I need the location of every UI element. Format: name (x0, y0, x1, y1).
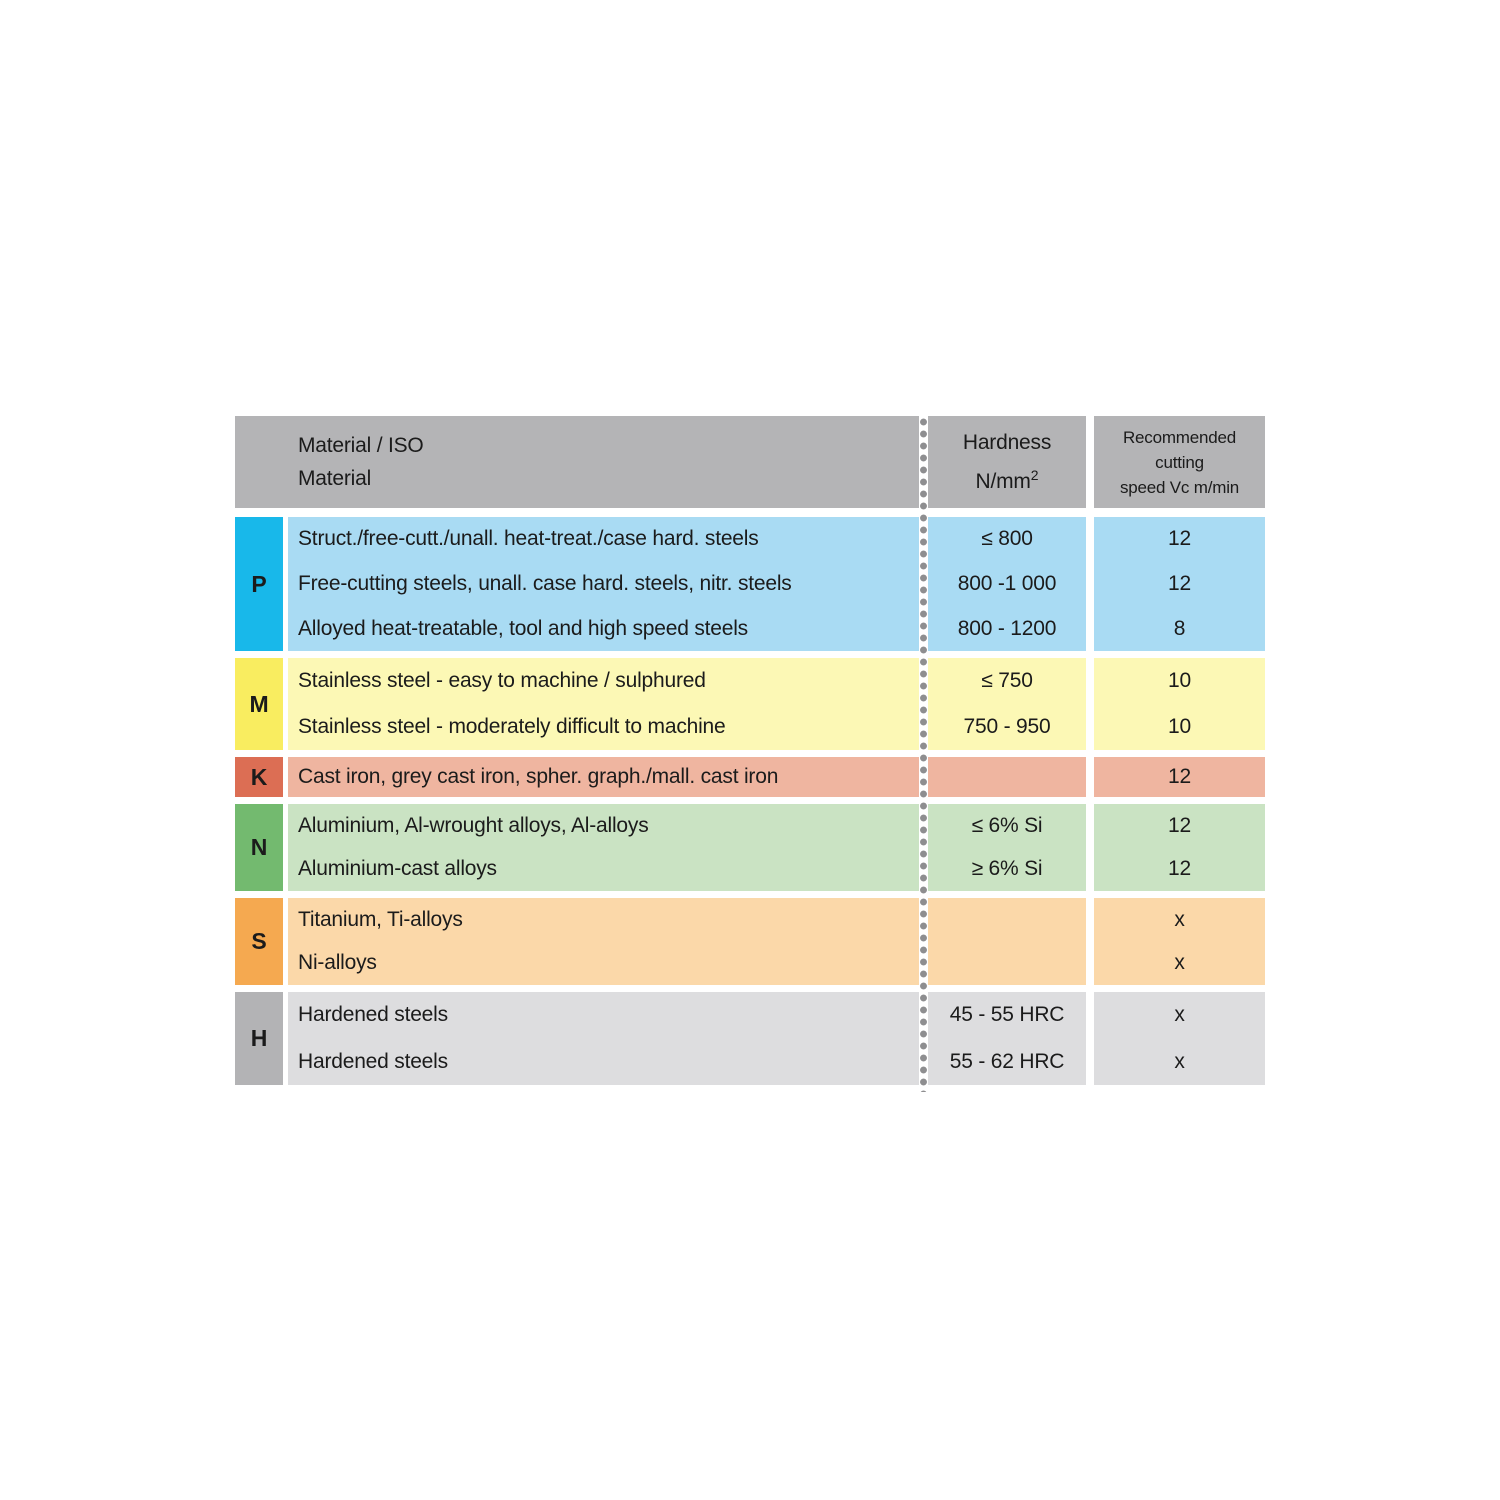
speed-cell: 12 (1168, 813, 1191, 837)
material-header-line1: Material / ISO (298, 434, 424, 457)
speed-cells-P (1094, 517, 1265, 651)
material-cell: Titanium, Ti-alloys (298, 907, 463, 931)
table-header (235, 416, 1265, 508)
hardness-cells-H (928, 992, 1086, 1085)
speed-cell: 12 (1168, 857, 1191, 881)
group-H (235, 992, 1265, 1085)
material-cells-P (288, 517, 928, 651)
column-gap (1086, 804, 1094, 891)
hardness-cells-M (928, 658, 1086, 750)
material-cell: Alloyed heat-treatable, tool and high speed steels (298, 616, 748, 640)
group-letter-M: M (235, 658, 283, 750)
hardness-cell: 800 - 1200 (957, 616, 1057, 640)
group-N (235, 804, 1265, 891)
column-gap (1086, 658, 1094, 750)
group-S (235, 898, 1265, 985)
hardness-cell: ≤ 6% Si (971, 813, 1043, 837)
material-header-line2: Material (298, 467, 372, 490)
material-cells-K (288, 757, 928, 797)
speed-cell: x (1174, 1003, 1185, 1027)
hardness-cell: 750 - 950 (963, 715, 1051, 738)
material-cell: Aluminium, Al-wrought alloys, Al-alloys (298, 813, 649, 837)
group-P (235, 517, 1265, 651)
hardness-cell: ≤ 750 (981, 669, 1033, 692)
speed-cell: 10 (1168, 715, 1191, 738)
column-gap (1086, 757, 1094, 797)
material-cell: Cast iron, grey cast iron, spher. graph./mall. cast iron (298, 765, 779, 788)
speed-cells-H (1094, 992, 1265, 1085)
group-K (235, 757, 1265, 797)
speed-cell: 12 (1168, 765, 1191, 788)
material-cell: Struct./free-cutt./unall. heat-treat./case hard. steels (298, 527, 759, 551)
speed-cells-M (1094, 658, 1265, 750)
speed-column-header (1094, 416, 1265, 508)
speed-header-line3: speed Vc m/min (1119, 477, 1240, 497)
hardness-header-line1: Hardness (962, 430, 1052, 454)
speed-cells-S (1094, 898, 1265, 985)
speed-cell: x (1174, 951, 1185, 975)
group-letter-N: N (235, 804, 283, 891)
hardness-cell (928, 942, 1086, 986)
hardness-cell: 800 -1 000 (957, 572, 1057, 595)
hardness-unit-exponent: 2 (1030, 466, 1039, 483)
group-letter-P: P (235, 517, 283, 651)
column-gap (1086, 898, 1094, 985)
hardness-cell: ≤ 800 (981, 527, 1033, 551)
speed-header-line2: cutting (1155, 452, 1204, 472)
speed-cell: 12 (1168, 572, 1191, 595)
speed-cells-K (1094, 757, 1265, 797)
hardness-cell: 45 - 55 HRC (949, 1003, 1065, 1027)
hardness-cells-K (928, 757, 1086, 797)
speed-cell: x (1174, 907, 1185, 931)
group-letter-H: H (235, 992, 283, 1085)
speed-header-line1: Recommended (1122, 427, 1237, 447)
hardness-unit: N/mm (975, 469, 1031, 493)
material-column-header (235, 416, 928, 508)
hardness-cells-N (928, 804, 1086, 891)
material-cell: Ni-alloys (298, 951, 377, 975)
dotted-column-divider (919, 416, 928, 1092)
column-gap (1086, 517, 1094, 651)
hardness-cell: 55 - 62 HRC (949, 1049, 1065, 1073)
group-letter-S: S (235, 898, 283, 985)
speed-cell: 10 (1168, 669, 1191, 692)
material-cells-S (288, 898, 928, 985)
hardness-cell (928, 757, 1086, 797)
hardness-cells-S (928, 898, 1086, 985)
hardness-column-header (928, 416, 1086, 508)
speed-cell: 12 (1168, 527, 1191, 551)
column-gap (1086, 992, 1094, 1085)
hardness-cell (928, 898, 1086, 942)
material-cells-M (288, 658, 928, 750)
group-letter-K: K (235, 757, 283, 797)
hardness-header-line2 (976, 459, 1039, 498)
material-cell: Hardened steels (298, 1003, 448, 1027)
material-cell: Hardened steels (298, 1049, 448, 1073)
material-cell: Free-cutting steels, unall. case hard. steels, nitr. steels (298, 572, 792, 595)
speed-cell: 8 (1173, 616, 1186, 640)
hardness-cells-P (928, 517, 1086, 651)
speed-cells-N (1094, 804, 1265, 891)
column-gap (1086, 416, 1094, 508)
material-cells-N (288, 804, 928, 891)
material-cells-H (288, 992, 928, 1085)
material-cutting-speed-table (235, 416, 1265, 1092)
material-cell: Aluminium-cast alloys (298, 857, 497, 881)
speed-cell: x (1174, 1049, 1185, 1073)
material-cell: Stainless steel - easy to machine / sulphured (298, 669, 706, 692)
hardness-cell: ≥ 6% Si (971, 857, 1043, 881)
group-M (235, 658, 1265, 750)
material-cell: Stainless steel - moderately difficult to machine (298, 715, 726, 738)
